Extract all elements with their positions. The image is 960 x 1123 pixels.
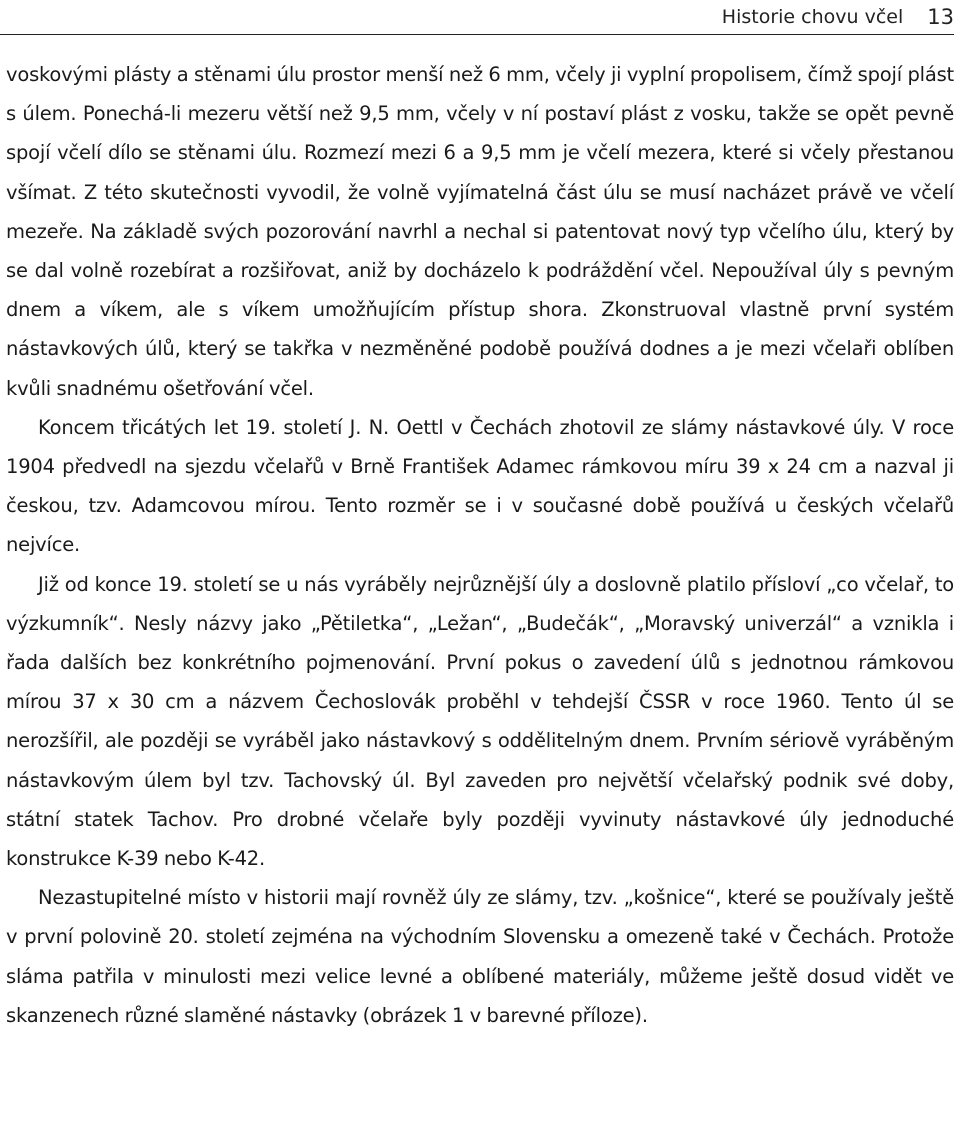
paragraph-4: Nezastupitelné místo v historii mají rovněž úly ze slámy, tzv. „košnice“, které se používaly ještě v první polovině 20. století zejména na východním Slovensku a omezeně také v Čechách. Protože sláma patřila v minulosti mezi velice levné a oblíbené materiály, můžeme ještě dosud vidět ve skanzenech různé slaměné nástavky (obrázek 1 v barevné příloze). [6,886,954,1027]
paragraph-2: Koncem třicátých let 19. století J. N. Oettl v Čechách zhotovil ze slámy nástavkové úly. V roce 1904 předvedl na sjezdu včelařů v Brně František Adamec rámkovou míru 39 x 24 cm a nazval ji českou, tzv. Adamcovou mírou. Tento rozměr se i v současné době používá u českých včelařů nejvíce. [6,415,954,557]
page-number: 13 [927,5,954,29]
paragraph-3: Již od konce 19. století se u nás vyráběly nejrůznější úly a doslovně platilo přísloví „co včelař, to výzkumník“. Nesly názvy jako „Pětiletka“, „Ležan“, „Budečák“, „Moravský univerzál“ a vznikla i řada dalších bez konkrétního pojmenování. První pokus o zavedení úlů s jednotnou rámkovou mírou 37 x 30 cm a názvem Čechoslovák proběhl v tehdejší ČSSR v roce 1960. Tento úl se nerozšířil, ale později se vyráběl jako nástavkový s oddělitelným dnem. Prvním sériově vyráběným nástavkovým úlem byl tzv. Tachovský úl. Byl zaveden pro největší včelařský podnik své doby, státní statek Tachov. Pro drobné včelaře byly později vyvinuty nástavkové úly jednoduché konstrukce K-39 nebo K-42. [6,572,954,871]
body-text [6,55,954,1035]
paragraph-1: voskovými plásty a stěnami úlu prostor menší než 6 mm, včely ji vyplní propolisem, čímž spojí plást s úlem. Ponechá-li mezeru větší než 9,5 mm, včely v ní postaví plást z vosku, takže se opět pevně spojí včelí dílo se stěnami úlu. Rozmezí mezi 6 a 9,5 mm je včelí mezera, které si včely přestanou všímat. Z této skutečnosti vyvodil, že volně vyjímatelná část úlu se musí nacházet právě ve včelí mezeře. Na základě svých pozorování navrhl a nechal si patentovat nový typ včelího úlu, který by se dal volně rozebírat a rozšiřovat, aniž by docházelo k podráždění včel. Nepoužíval úly s pevným dnem a víkem, ale s víkem umožňujícím přístup shora. Zkonstruoval vlastně první systém nástavkových úlů, který se takřka v nezměněné podobě používá dodnes a je mezi včelaři oblíben kvůli snadnému ošetřování včel. [6,63,954,400]
section-title: Historie chovu včel [721,6,904,28]
running-header [0,0,954,35]
